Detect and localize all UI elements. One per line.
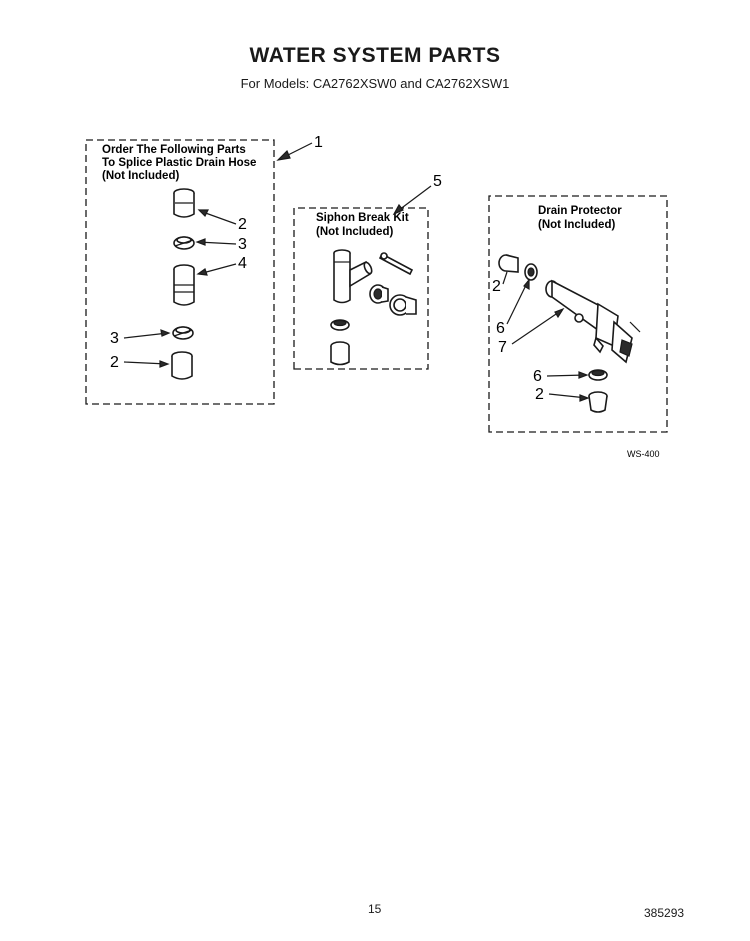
splice-caption-line-2: To Splice Plastic Drain Hose <box>102 157 257 169</box>
drain-caption-line-2: (Not Included) <box>538 219 616 231</box>
splice-caption-line-3: (Not Included) <box>102 170 180 182</box>
drain-clamp-top <box>525 264 537 280</box>
splice-clamp-bottom <box>173 327 193 339</box>
splice-adapter-bottom <box>172 352 192 379</box>
siphon-clip <box>380 253 412 274</box>
drain-label-2-bottom: 2 <box>535 386 544 403</box>
document-number: 385293 <box>644 906 685 920</box>
siphon-caption-line-1: Siphon Break Kit <box>316 212 409 224</box>
model-subtitle: For Models: CA2762XSW0 and CA2762XSW1 <box>240 76 510 91</box>
siphon-vent-cap <box>370 285 388 303</box>
siphon-check-valve <box>390 295 416 315</box>
drain-label-6-top: 6 <box>496 320 505 337</box>
drain-label-7: 7 <box>498 339 507 356</box>
siphon-ring-clamp <box>331 320 349 330</box>
siphon-callout-number: 5 <box>433 173 442 190</box>
splice-label-4: 4 <box>238 255 247 272</box>
splice-connector-tube <box>174 265 194 305</box>
splice-callout-arrowhead <box>278 151 290 160</box>
page-number: 15 <box>368 902 382 916</box>
splice-parts-group <box>86 134 323 404</box>
siphon-adapter <box>331 342 349 365</box>
drain-protector-group <box>489 196 667 432</box>
siphon-caption-line-2: (Not Included) <box>316 226 394 238</box>
page-title: WATER SYSTEM PARTS <box>249 44 501 67</box>
siphon-kit-group <box>294 173 442 369</box>
drain-protector-body <box>546 281 640 362</box>
drain-clamp-bottom <box>589 370 607 380</box>
drain-label-2-top: 2 <box>492 278 501 295</box>
splice-label-3-top: 3 <box>238 236 247 253</box>
drain-caption-line-1: Drain Protector <box>538 205 622 217</box>
figure-reference: WS-400 <box>627 449 660 459</box>
splice-label-2-top: 2 <box>238 216 247 233</box>
splice-label-2-bottom: 2 <box>110 354 119 371</box>
drain-adapter-bottom <box>589 392 607 412</box>
splice-callout-number: 1 <box>314 134 323 151</box>
splice-label-3-bottom: 3 <box>110 330 119 347</box>
drain-label-6-bottom: 6 <box>533 368 542 385</box>
splice-caption-line-1: Order The Following Parts <box>102 144 246 156</box>
splice-adapter-top <box>174 189 194 217</box>
drain-adapter-top <box>499 255 518 272</box>
splice-clamp-top <box>174 237 194 249</box>
siphon-tee-fitting <box>334 250 373 303</box>
